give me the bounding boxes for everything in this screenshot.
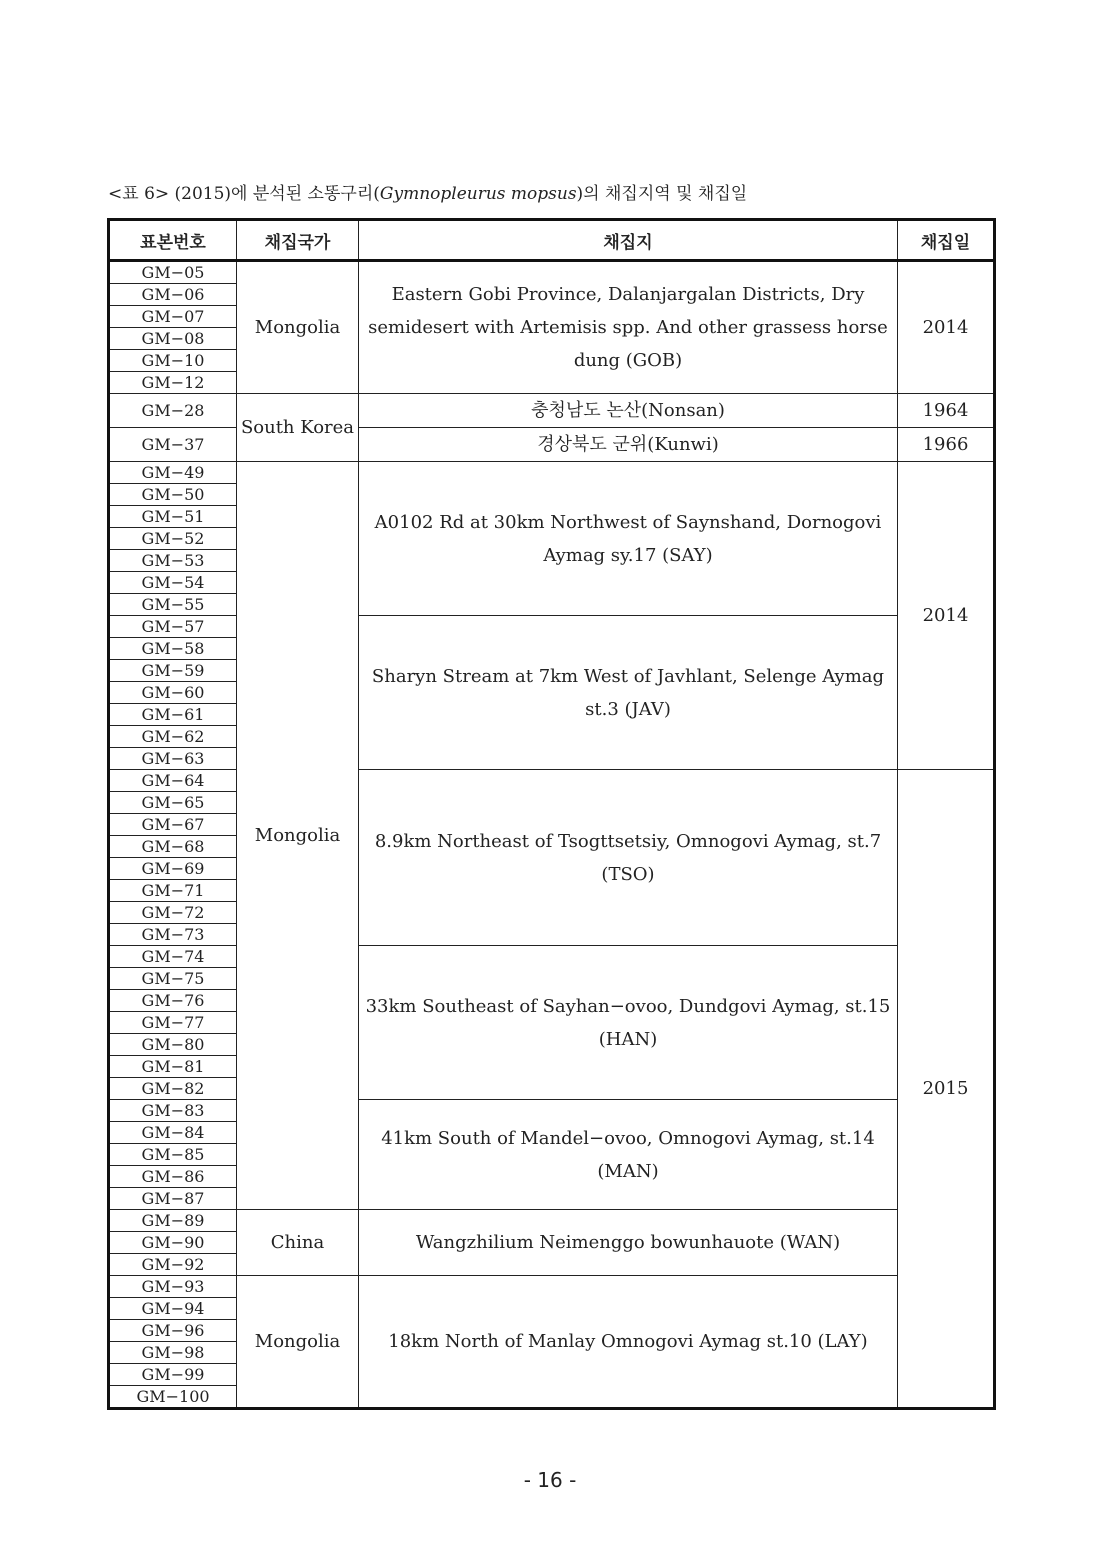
table-row	[109, 1276, 995, 1298]
sample-id: GM−83	[109, 1100, 237, 1122]
sample-id: GM−55	[109, 594, 237, 616]
sample-id: GM−86	[109, 1166, 237, 1188]
sample-id: GM−94	[109, 1298, 237, 1320]
sample-id: GM−60	[109, 682, 237, 704]
country-cell: China	[237, 1210, 359, 1276]
site-cell: 41km South of Mandel−ovoo, Omnogovi Aymag, st.14 (MAN)	[359, 1100, 898, 1210]
sample-id: GM−72	[109, 902, 237, 924]
sample-id: GM−51	[109, 506, 237, 528]
sample-id: GM−90	[109, 1232, 237, 1254]
table-caption	[108, 181, 747, 207]
sample-id: GM−76	[109, 990, 237, 1012]
page-number: - 16 -	[523, 1468, 577, 1492]
sample-id: GM−77	[109, 1012, 237, 1034]
sample-id: GM−100	[109, 1386, 237, 1409]
site-cell: Sharyn Stream at 7km West of Javhlant, Selenge Aymag st.3 (JAV)	[359, 616, 898, 770]
sample-id: GM−85	[109, 1144, 237, 1166]
sample-id: GM−67	[109, 814, 237, 836]
sample-id: GM−62	[109, 726, 237, 748]
header-site: 채집지	[359, 220, 898, 261]
sample-id: GM−07	[109, 306, 237, 328]
sample-id: GM−87	[109, 1188, 237, 1210]
sample-id: GM−73	[109, 924, 237, 946]
site-cell: 충청남도 논산(Nonsan)	[359, 394, 898, 428]
country-cell: South Korea	[237, 394, 359, 462]
sample-id: GM−58	[109, 638, 237, 660]
sample-id: GM−96	[109, 1320, 237, 1342]
specimen-table	[107, 218, 996, 1410]
sample-id: GM−71	[109, 880, 237, 902]
header-date: 채집일	[898, 220, 995, 261]
sample-id: GM−92	[109, 1254, 237, 1276]
country-cell: Mongolia	[237, 1276, 359, 1409]
year-cell: 1964	[898, 394, 995, 428]
sample-id: GM−57	[109, 616, 237, 638]
caption-suffix: )의 채집지역 및 채집일	[576, 184, 748, 204]
sample-id: GM−93	[109, 1276, 237, 1298]
sample-id: GM−68	[109, 836, 237, 858]
species-name: Gymnopleurus mopsus	[379, 184, 577, 204]
sample-id: GM−52	[109, 528, 237, 550]
country-cell: Mongolia	[237, 261, 359, 394]
site-cell: 경상북도 군위(Kunwi)	[359, 428, 898, 462]
sample-id: GM−75	[109, 968, 237, 990]
sample-id: GM−80	[109, 1034, 237, 1056]
sample-id: GM−61	[109, 704, 237, 726]
sample-id: GM−69	[109, 858, 237, 880]
sample-id: GM−59	[109, 660, 237, 682]
year-cell: 2014	[898, 462, 995, 770]
sample-id: GM−81	[109, 1056, 237, 1078]
header-country: 채집국가	[237, 220, 359, 261]
sample-id: GM−63	[109, 748, 237, 770]
header-row	[109, 220, 995, 261]
sample-id: GM−37	[109, 428, 237, 462]
table-row	[109, 1210, 995, 1232]
sample-id: GM−05	[109, 261, 237, 284]
site-cell: Eastern Gobi Province, Dalanjargalan Districts, Dry semidesert with Artemisis spp. And other grassess horse dung (GOB)	[359, 261, 898, 394]
sample-id: GM−06	[109, 284, 237, 306]
sample-id: GM−54	[109, 572, 237, 594]
sample-id: GM−89	[109, 1210, 237, 1232]
table-row	[109, 462, 995, 484]
sample-id: GM−98	[109, 1342, 237, 1364]
year-cell: 1966	[898, 428, 995, 462]
site-cell: 18km North of Manlay Omnogovi Aymag st.10 (LAY)	[359, 1276, 898, 1409]
sample-id: GM−49	[109, 462, 237, 484]
site-cell: A0102 Rd at 30km Northwest of Saynshand, Dornogovi Aymag sy.17 (SAY)	[359, 462, 898, 616]
sample-id: GM−08	[109, 328, 237, 350]
sample-id: GM−28	[109, 394, 237, 428]
sample-id: GM−64	[109, 770, 237, 792]
sample-id: GM−12	[109, 372, 237, 394]
country-cell: Mongolia	[237, 462, 359, 1210]
site-cell: 8.9km Northeast of Tsogttsetsiy, Omnogovi Aymag, st.7 (TSO)	[359, 770, 898, 946]
sample-id: GM−10	[109, 350, 237, 372]
table-row	[109, 394, 995, 428]
sample-id: GM−50	[109, 484, 237, 506]
caption-prefix: <표 6> (2015)에 분석된 소똥구리(	[108, 184, 380, 204]
sample-id: GM−84	[109, 1122, 237, 1144]
year-cell: 2015	[898, 770, 995, 1409]
sample-id: GM−82	[109, 1078, 237, 1100]
table-row	[109, 261, 995, 284]
sample-id: GM−99	[109, 1364, 237, 1386]
site-cell: Wangzhilium Neimenggo bowunhauote (WAN)	[359, 1210, 898, 1276]
sample-id: GM−74	[109, 946, 237, 968]
year-cell: 2014	[898, 261, 995, 394]
site-cell: 33km Southeast of Sayhan−ovoo, Dundgovi Aymag, st.15 (HAN)	[359, 946, 898, 1100]
sample-id: GM−65	[109, 792, 237, 814]
sample-id: GM−53	[109, 550, 237, 572]
header-sample-id: 표본번호	[109, 220, 237, 261]
